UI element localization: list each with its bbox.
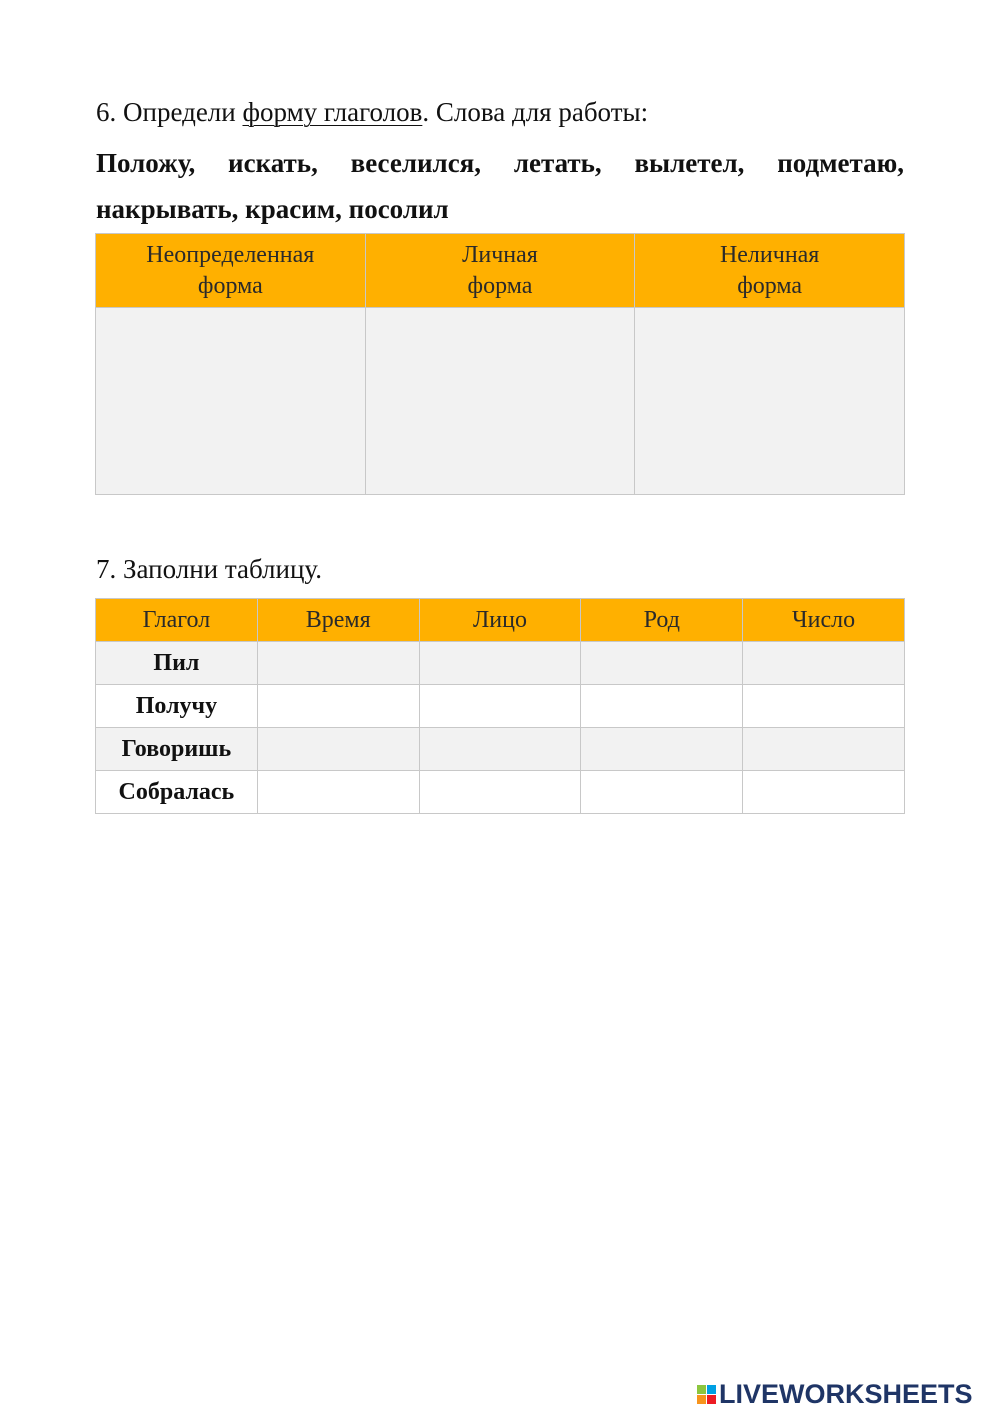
logo-square-green	[697, 1385, 706, 1394]
header-person: Лицо	[419, 599, 581, 642]
verb-cell: Пил	[96, 642, 258, 685]
logo-square-red	[707, 1395, 716, 1404]
task-6-word-list: Положу, искать, веселился, летать, вылетел, подметаю, накрывать, красим, посолил	[96, 148, 904, 224]
verb-form-answer-row	[96, 308, 905, 495]
table-row	[96, 642, 905, 685]
task-6-prefix: 6. Определи	[96, 97, 243, 127]
answer-cell-person[interactable]	[419, 771, 581, 814]
verb-form-table	[95, 233, 905, 495]
header-number: Число	[743, 599, 905, 642]
answer-cell-number[interactable]	[743, 728, 905, 771]
verb-cell: Получу	[96, 685, 258, 728]
answer-cell-number[interactable]	[743, 685, 905, 728]
answer-cell-gender[interactable]	[581, 642, 743, 685]
answer-cell-person[interactable]	[419, 728, 581, 771]
answer-cell-gender[interactable]	[581, 728, 743, 771]
answer-cell-person[interactable]	[419, 642, 581, 685]
header-verb: Глагол	[96, 599, 258, 642]
header-tense: Время	[257, 599, 419, 642]
verb-features-header-row	[96, 599, 905, 642]
answer-cell-number[interactable]	[743, 642, 905, 685]
table-row	[96, 728, 905, 771]
table-row	[96, 685, 905, 728]
task-6-instruction	[96, 96, 648, 128]
answer-cell-tense[interactable]	[257, 685, 419, 728]
verb-features-table	[95, 598, 905, 814]
logo-text: LIVEWORKSHEETS	[719, 1378, 973, 1409]
answer-cell-number[interactable]	[743, 771, 905, 814]
answer-cell-tense[interactable]	[257, 728, 419, 771]
verb-cell: Собралась	[96, 771, 258, 814]
verb-form-header-row	[96, 234, 905, 308]
liveworksheets-logo	[697, 1377, 973, 1411]
answer-cell-tense[interactable]	[257, 771, 419, 814]
logo-square-blue	[707, 1385, 716, 1394]
header-gender: Род	[581, 599, 743, 642]
answer-cell-infinitive[interactable]	[96, 308, 366, 495]
answer-cell-gender[interactable]	[581, 771, 743, 814]
header-infinitive: Неопределенная форма	[96, 234, 366, 308]
task-6-underlined-term: форму глаголов	[242, 97, 423, 127]
answer-cell-gender[interactable]	[581, 685, 743, 728]
header-non-personal: Неличная форма	[635, 234, 905, 308]
answer-cell-tense[interactable]	[257, 642, 419, 685]
logo-square-orange	[697, 1395, 706, 1404]
task-7-instruction: 7. Заполни таблицу.	[96, 554, 322, 584]
table-row	[96, 771, 905, 814]
task-6-suffix: . Слова для работы:	[422, 97, 649, 127]
answer-cell-personal[interactable]	[365, 308, 635, 495]
answer-cell-non-personal[interactable]	[635, 308, 905, 495]
liveworksheets-logo-icon	[697, 1385, 716, 1404]
verb-cell: Говоришь	[96, 728, 258, 771]
answer-cell-person[interactable]	[419, 685, 581, 728]
header-personal: Личная форма	[365, 234, 635, 308]
